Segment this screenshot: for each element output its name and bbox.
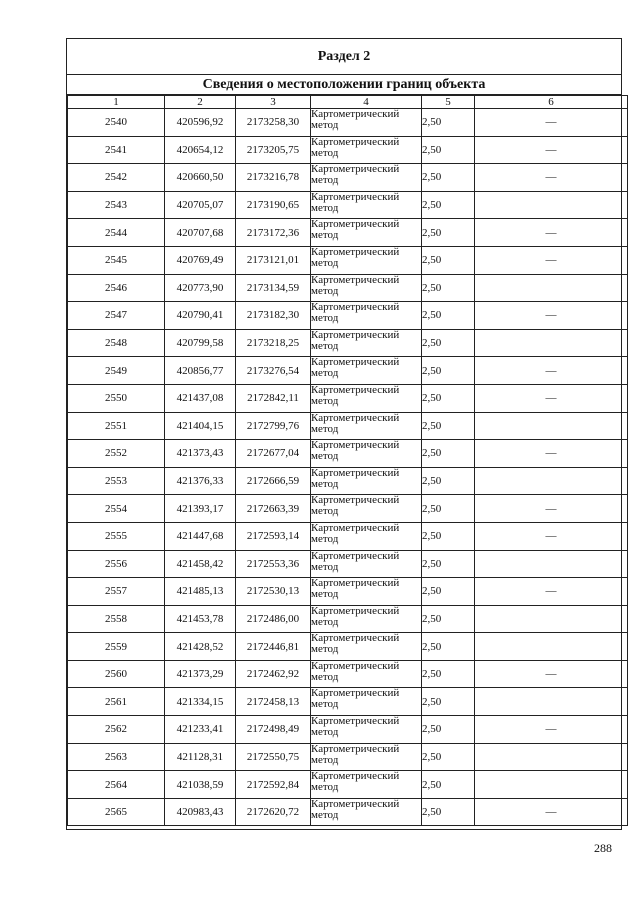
note-cell: —	[475, 219, 628, 247]
point-number-cell: 2564	[68, 771, 165, 799]
point-number-cell: 2551	[68, 412, 165, 440]
y-coordinate-cell: 2173216,78	[236, 164, 311, 192]
table-row	[68, 798, 628, 826]
x-coordinate-cell: 421458,42	[165, 550, 236, 578]
accuracy-cell: 2,50	[422, 605, 475, 633]
point-number-cell: 2555	[68, 522, 165, 550]
x-coordinate-cell: 421453,78	[165, 605, 236, 633]
accuracy-cell: 2,50	[422, 136, 475, 164]
method-cell: Картометрический метод	[311, 329, 422, 357]
method-cell: Картометрический метод	[311, 219, 422, 247]
method-cell: Картометрический метод	[311, 578, 422, 606]
method-cell: Картометрический метод	[311, 440, 422, 468]
point-number-cell: 2552	[68, 440, 165, 468]
y-coordinate-cell: 2172446,81	[236, 633, 311, 661]
document-frame	[66, 38, 622, 830]
point-number-cell: 2553	[68, 467, 165, 495]
table-row	[68, 191, 628, 219]
column-header: 4	[311, 96, 422, 109]
accuracy-cell: 2,50	[422, 633, 475, 661]
accuracy-cell: 2,50	[422, 357, 475, 385]
accuracy-cell: 2,50	[422, 798, 475, 826]
table-row	[68, 633, 628, 661]
x-coordinate-cell: 421437,08	[165, 384, 236, 412]
x-coordinate-cell: 421376,33	[165, 467, 236, 495]
table-row	[68, 467, 628, 495]
method-cell: Картометрический метод	[311, 798, 422, 826]
table-row	[68, 164, 628, 192]
note-cell	[475, 412, 628, 440]
method-cell: Картометрический метод	[311, 412, 422, 440]
y-coordinate-cell: 2172550,75	[236, 743, 311, 771]
note-cell: —	[475, 522, 628, 550]
y-coordinate-cell: 2172593,14	[236, 522, 311, 550]
y-coordinate-cell: 2173276,54	[236, 357, 311, 385]
point-number-cell: 2562	[68, 716, 165, 744]
x-coordinate-cell: 421393,17	[165, 495, 236, 523]
y-coordinate-cell: 2172553,36	[236, 550, 311, 578]
table-header-row	[68, 96, 628, 109]
table-row	[68, 274, 628, 302]
point-number-cell: 2549	[68, 357, 165, 385]
y-coordinate-cell: 2173182,30	[236, 302, 311, 330]
point-number-cell: 2544	[68, 219, 165, 247]
x-coordinate-cell: 421373,29	[165, 660, 236, 688]
note-cell: —	[475, 302, 628, 330]
x-coordinate-cell: 421447,68	[165, 522, 236, 550]
point-number-cell: 2559	[68, 633, 165, 661]
column-header: 6	[475, 96, 628, 109]
x-coordinate-cell: 421373,43	[165, 440, 236, 468]
note-cell	[475, 467, 628, 495]
method-cell: Картометрический метод	[311, 191, 422, 219]
section-subtitle: Сведения о местоположении границ объекта	[67, 75, 621, 95]
x-coordinate-cell: 420799,58	[165, 329, 236, 357]
table-row	[68, 302, 628, 330]
y-coordinate-cell: 2173190,65	[236, 191, 311, 219]
note-cell	[475, 771, 628, 799]
section-title: Раздел 2	[67, 39, 621, 75]
note-cell: —	[475, 495, 628, 523]
note-cell: —	[475, 109, 628, 137]
x-coordinate-cell: 420705,07	[165, 191, 236, 219]
method-cell: Картометрический метод	[311, 743, 422, 771]
x-coordinate-cell: 420660,50	[165, 164, 236, 192]
accuracy-cell: 2,50	[422, 246, 475, 274]
table-row	[68, 412, 628, 440]
accuracy-cell: 2,50	[422, 660, 475, 688]
method-cell: Картометрический метод	[311, 302, 422, 330]
note-cell	[475, 605, 628, 633]
accuracy-cell: 2,50	[422, 522, 475, 550]
y-coordinate-cell: 2172486,00	[236, 605, 311, 633]
point-number-cell: 2550	[68, 384, 165, 412]
accuracy-cell: 2,50	[422, 109, 475, 137]
method-cell: Картометрический метод	[311, 660, 422, 688]
note-cell: —	[475, 578, 628, 606]
point-number-cell: 2556	[68, 550, 165, 578]
note-cell	[475, 191, 628, 219]
y-coordinate-cell: 2173218,25	[236, 329, 311, 357]
accuracy-cell: 2,50	[422, 329, 475, 357]
y-coordinate-cell: 2173121,01	[236, 246, 311, 274]
note-cell: —	[475, 798, 628, 826]
y-coordinate-cell: 2172666,59	[236, 467, 311, 495]
column-header: 3	[236, 96, 311, 109]
table-row	[68, 605, 628, 633]
note-cell: —	[475, 164, 628, 192]
accuracy-cell: 2,50	[422, 550, 475, 578]
column-header: 5	[422, 96, 475, 109]
point-number-cell: 2541	[68, 136, 165, 164]
accuracy-cell: 2,50	[422, 440, 475, 468]
y-coordinate-cell: 2172620,72	[236, 798, 311, 826]
note-cell: —	[475, 660, 628, 688]
method-cell: Картометрический метод	[311, 633, 422, 661]
accuracy-cell: 2,50	[422, 191, 475, 219]
accuracy-cell: 2,50	[422, 743, 475, 771]
method-cell: Картометрический метод	[311, 109, 422, 137]
accuracy-cell: 2,50	[422, 164, 475, 192]
x-coordinate-cell: 420769,49	[165, 246, 236, 274]
method-cell: Картометрический метод	[311, 164, 422, 192]
note-cell	[475, 274, 628, 302]
x-coordinate-cell: 420790,41	[165, 302, 236, 330]
table-row	[68, 578, 628, 606]
table-row	[68, 219, 628, 247]
point-number-cell: 2563	[68, 743, 165, 771]
point-number-cell: 2548	[68, 329, 165, 357]
y-coordinate-cell: 2173172,36	[236, 219, 311, 247]
y-coordinate-cell: 2172677,04	[236, 440, 311, 468]
table-row	[68, 384, 628, 412]
y-coordinate-cell: 2173258,30	[236, 109, 311, 137]
table-row	[68, 688, 628, 716]
y-coordinate-cell: 2172498,49	[236, 716, 311, 744]
y-coordinate-cell: 2173205,75	[236, 136, 311, 164]
x-coordinate-cell: 420654,12	[165, 136, 236, 164]
y-coordinate-cell: 2172799,76	[236, 412, 311, 440]
x-coordinate-cell: 421128,31	[165, 743, 236, 771]
boundary-coordinates-table	[67, 95, 628, 826]
method-cell: Картометрический метод	[311, 771, 422, 799]
accuracy-cell: 2,50	[422, 688, 475, 716]
point-number-cell: 2547	[68, 302, 165, 330]
note-cell: —	[475, 384, 628, 412]
method-cell: Картометрический метод	[311, 246, 422, 274]
point-number-cell: 2540	[68, 109, 165, 137]
method-cell: Картометрический метод	[311, 688, 422, 716]
accuracy-cell: 2,50	[422, 495, 475, 523]
accuracy-cell: 2,50	[422, 467, 475, 495]
accuracy-cell: 2,50	[422, 716, 475, 744]
method-cell: Картометрический метод	[311, 716, 422, 744]
y-coordinate-cell: 2172663,39	[236, 495, 311, 523]
accuracy-cell: 2,50	[422, 771, 475, 799]
y-coordinate-cell: 2172458,13	[236, 688, 311, 716]
x-coordinate-cell: 420983,43	[165, 798, 236, 826]
table-row	[68, 136, 628, 164]
x-coordinate-cell: 420856,77	[165, 357, 236, 385]
point-number-cell: 2565	[68, 798, 165, 826]
table-row	[68, 357, 628, 385]
x-coordinate-cell: 421233,41	[165, 716, 236, 744]
x-coordinate-cell: 421485,13	[165, 578, 236, 606]
x-coordinate-cell: 420773,90	[165, 274, 236, 302]
method-cell: Картометрический метод	[311, 357, 422, 385]
table-row	[68, 550, 628, 578]
y-coordinate-cell: 2173134,59	[236, 274, 311, 302]
table-row	[68, 771, 628, 799]
note-cell	[475, 550, 628, 578]
method-cell: Картометрический метод	[311, 467, 422, 495]
x-coordinate-cell: 421334,15	[165, 688, 236, 716]
method-cell: Картометрический метод	[311, 522, 422, 550]
x-coordinate-cell: 421404,15	[165, 412, 236, 440]
note-cell: —	[475, 716, 628, 744]
method-cell: Картометрический метод	[311, 605, 422, 633]
x-coordinate-cell: 421428,52	[165, 633, 236, 661]
accuracy-cell: 2,50	[422, 384, 475, 412]
note-cell	[475, 743, 628, 771]
accuracy-cell: 2,50	[422, 302, 475, 330]
table-row	[68, 246, 628, 274]
column-header: 1	[68, 96, 165, 109]
table-row	[68, 522, 628, 550]
page-number: 288	[594, 841, 612, 855]
point-number-cell: 2561	[68, 688, 165, 716]
table-row	[68, 716, 628, 744]
note-cell: —	[475, 440, 628, 468]
y-coordinate-cell: 2172462,92	[236, 660, 311, 688]
table-row	[68, 440, 628, 468]
note-cell: —	[475, 136, 628, 164]
point-number-cell: 2542	[68, 164, 165, 192]
table-row	[68, 495, 628, 523]
method-cell: Картометрический метод	[311, 384, 422, 412]
table-row	[68, 743, 628, 771]
y-coordinate-cell: 2172530,13	[236, 578, 311, 606]
x-coordinate-cell: 420707,68	[165, 219, 236, 247]
table-body	[68, 109, 628, 826]
column-header: 2	[165, 96, 236, 109]
point-number-cell: 2554	[68, 495, 165, 523]
accuracy-cell: 2,50	[422, 578, 475, 606]
x-coordinate-cell: 420596,92	[165, 109, 236, 137]
table-row	[68, 329, 628, 357]
note-cell	[475, 633, 628, 661]
method-cell: Картометрический метод	[311, 136, 422, 164]
note-cell	[475, 688, 628, 716]
note-cell	[475, 329, 628, 357]
point-number-cell: 2543	[68, 191, 165, 219]
y-coordinate-cell: 2172592,84	[236, 771, 311, 799]
point-number-cell: 2558	[68, 605, 165, 633]
x-coordinate-cell: 421038,59	[165, 771, 236, 799]
accuracy-cell: 2,50	[422, 219, 475, 247]
method-cell: Картометрический метод	[311, 274, 422, 302]
point-number-cell: 2557	[68, 578, 165, 606]
method-cell: Картометрический метод	[311, 495, 422, 523]
accuracy-cell: 2,50	[422, 412, 475, 440]
point-number-cell: 2560	[68, 660, 165, 688]
point-number-cell: 2546	[68, 274, 165, 302]
y-coordinate-cell: 2172842,11	[236, 384, 311, 412]
note-cell: —	[475, 357, 628, 385]
table-row	[68, 109, 628, 137]
method-cell: Картометрический метод	[311, 550, 422, 578]
accuracy-cell: 2,50	[422, 274, 475, 302]
note-cell: —	[475, 246, 628, 274]
table-row	[68, 660, 628, 688]
point-number-cell: 2545	[68, 246, 165, 274]
